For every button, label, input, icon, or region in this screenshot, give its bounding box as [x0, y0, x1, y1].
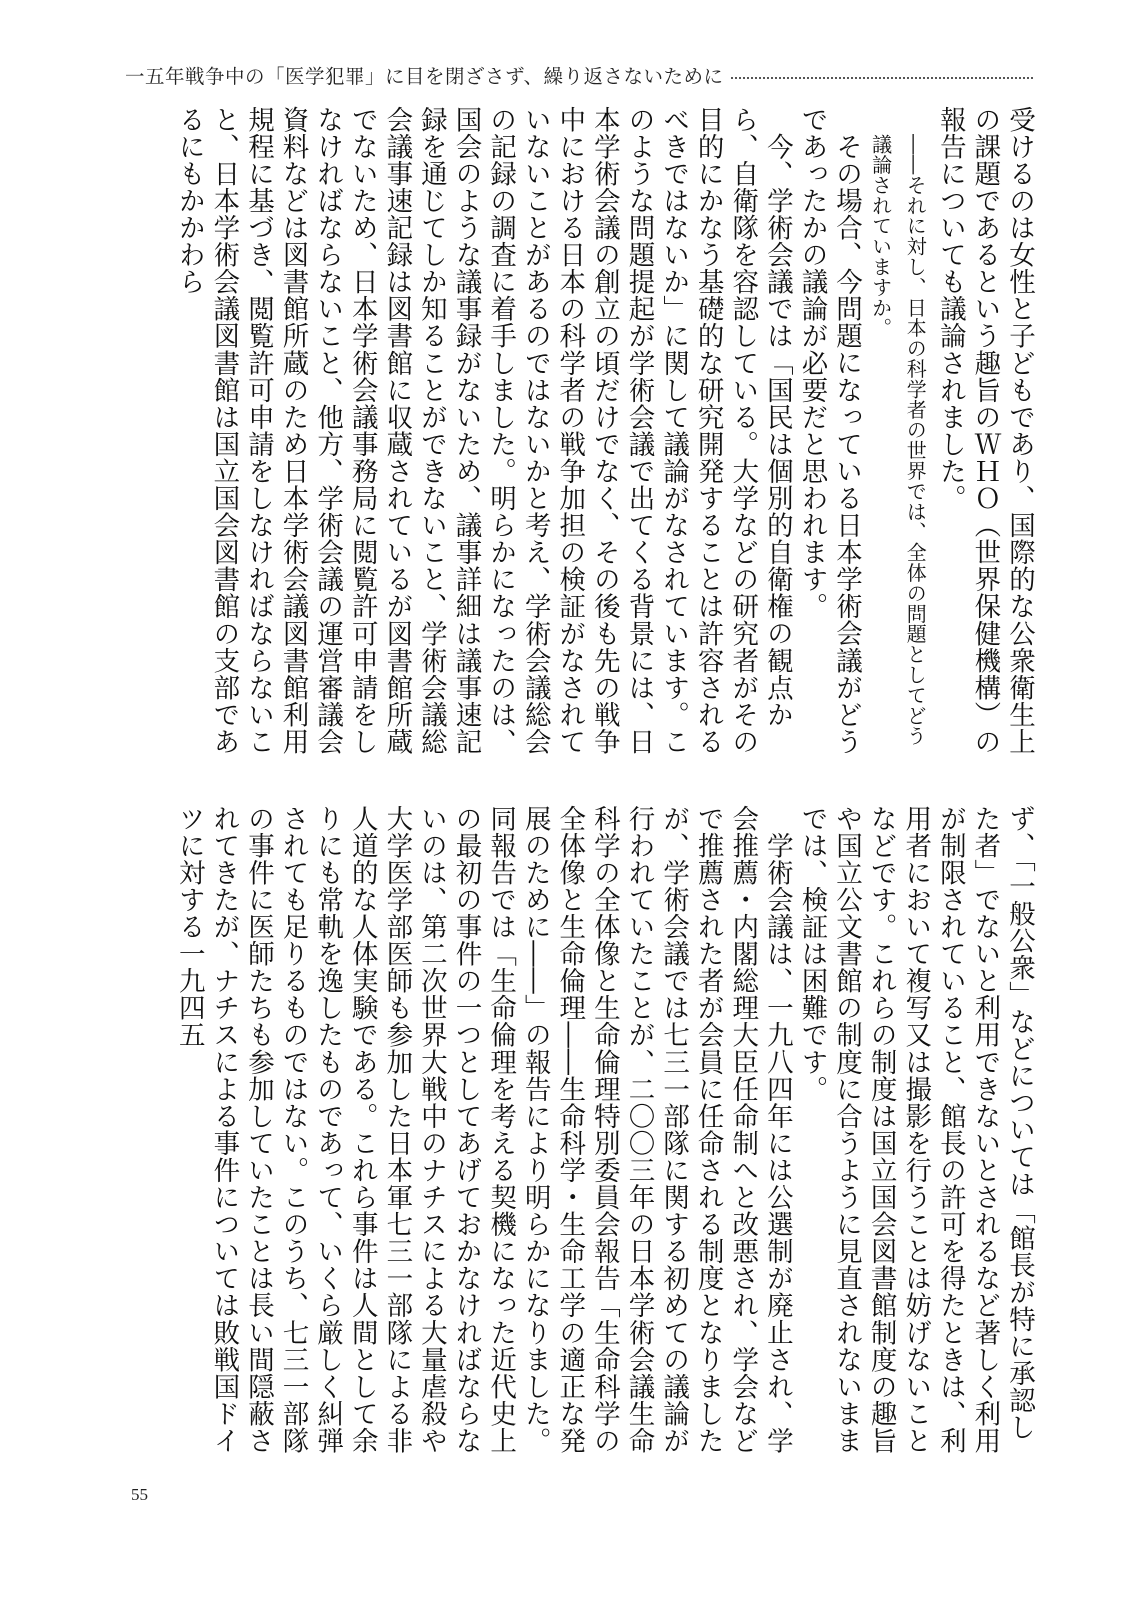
- text-block-upper: [80, 106, 1036, 756]
- paragraph: その場合、今問題になっている日本学術会議がどうであったかの議論が必要だと思われます。: [796, 106, 863, 755]
- paragraph: 受けるのは女性と子どもであり、国際的な公衆衛生上の課題であるという趣旨のＷＨＯ（世界保健機構）の報告についても議論されました。: [934, 106, 1035, 756]
- running-title: 一五年戦争中の「医学犯罪」に目を閉ざさず、繰り返さないために: [125, 65, 724, 88]
- header-dotted-leader: [731, 77, 1033, 79]
- running-header: [125, 58, 1033, 92]
- page-number: 55: [131, 1485, 148, 1504]
- interview-question: ――それに対し、日本の科学者の世界では、全体の問題としてどう議論されていますか。: [868, 134, 928, 746]
- paragraph: 学術会議は、一九八四年には公選制が廃止され、学会推薦・内閣総理大臣任命制へと改悪され、学会などで推薦された者が会員に任命される制度となりましたが、学術会議では七三一部隊に関する初めての議論が行われていたことが、二〇〇三年の日本学術会議生命科学の全体像と生命倫理特別委員会報告「生命科学の全体像と生命倫理――生命科学・生命工学の適正な発展のために――」の報告により明らかになりました。同報告では「生命倫理を考える契機になった近代史上の最初の事件の一つとしてあげておかなければならないのは、第二次世界大戦中のナチスによる大量虐殺や大学医学部医師も参加した日本軍七三一部隊による非人道的な人体実験である。これら事件は人間として余りにも常軌を逸したものであって、いくら厳しく糾弾されても足りるものではない。このうち、七三一部隊の事件に医師たちも参加していたことは長い間隠蔽されてきたが、ナチスによる事件については敗戦国ドイツに対する一九四五: [173, 805, 793, 1455]
- paragraph: ず、「一般公衆」などについては「館長が特に承認した者」でないと利用できないとされるなど著しく利用が制限されていること、館長の許可を得たときは、利用者において複写又は撮影を行うことは妨げないことなどです。これらの制度は国立国会図書館制度の趣旨や国立公文書館の制度に合うように見直されないままでは、検証は困難です。: [796, 805, 1035, 1455]
- paragraph: 今、学術会議では「国民は個別的自衛権の観点から、自衛隊を容認している。大学などの研究者がその目的にかなう基礎的な研究開発することは許容されるべきではないか」に関して議論がなされています。このような問題提起が学術会議で出てくる背景には、日本学術会議の創立の頃だけでなく、その後も先の戦争中における日本の科学者の戦争加担の検証がなされていないことがあるのではないかと考え、学術会議総会の記録の調査に着手しました。明らかになったのは、国会のような議事録がないため、議事詳細は議事速記録を通じてしか知ることができないこと、学術会議総会議事速記録は図書館に収蔵されているが図書館所蔵でないため、日本学術会議事務局に閲覧許可申請をしなければならないこと、他方、学術会議の運営審議会資料などは図書館所蔵のため日本学術会議図書館利用規程に基づき、閲覧許可申請をしなければならないこと、日本学術会議図書館は国立国会図書館の支部であるにもかかわら: [173, 106, 793, 756]
- text-block-lower: [80, 805, 1036, 1455]
